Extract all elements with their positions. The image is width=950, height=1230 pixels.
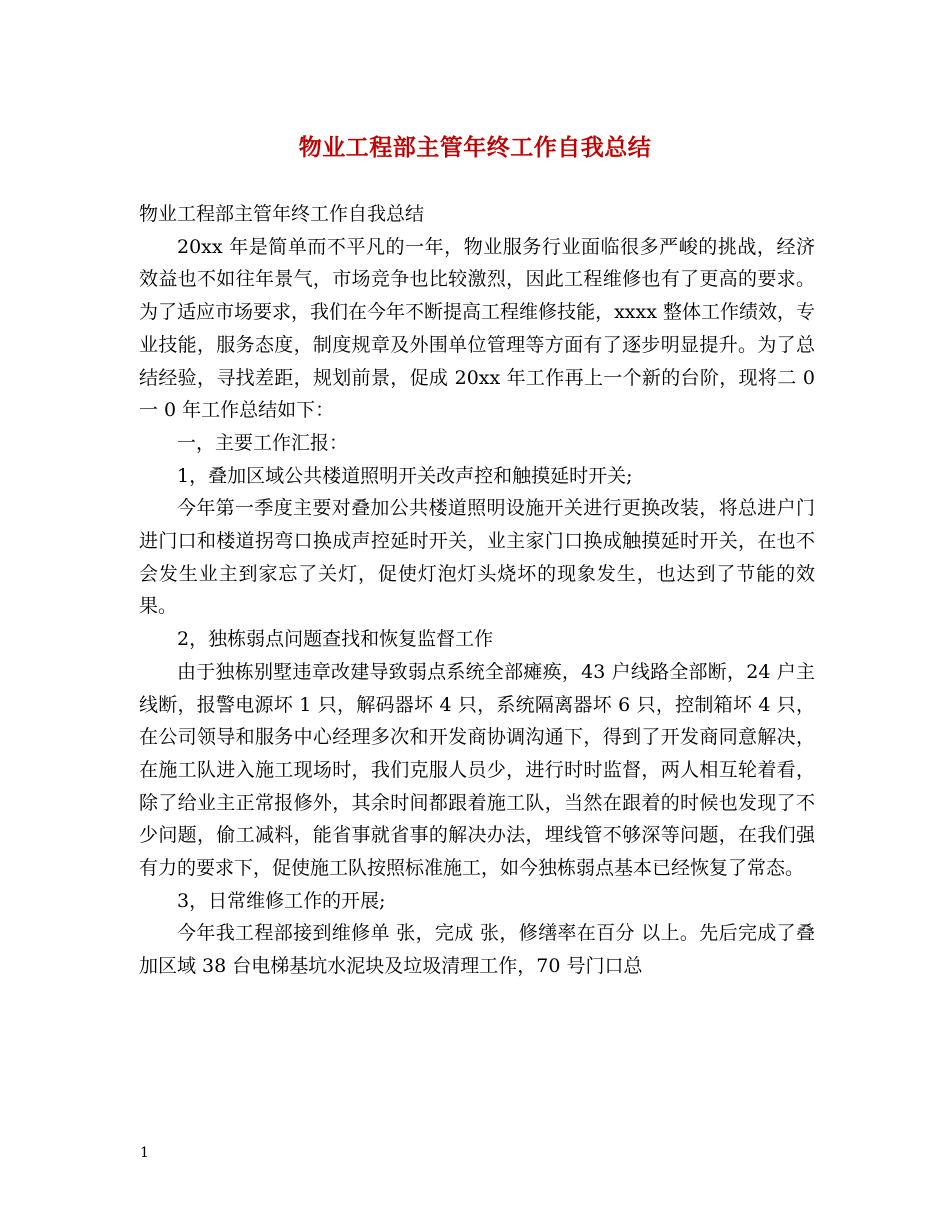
document-body	[139, 198, 815, 983]
document-title: 物业工程部主管年终工作自我总结	[298, 134, 652, 161]
page-number: 1	[140, 1145, 149, 1161]
section-heading-main-work: 一，主要工作汇报：	[177, 431, 349, 454]
paragraph-intro: 20xx 年是简单而不平凡的一年，物业服务行业面临很多严峻的挑战，经济效益也不如往年景气，市场竞争也比较激烈，因此工程维修也有了更高的要求。为了适应市场要求，我们在今年不断提高工程维修技能，xxxx 整体工作绩效，专业技能，服务态度，制度规章及外围单位管理等方面有了逐步明显提升。为了总结经验，寻找差距，规划前景，促成 20xx 年工作再上一个新的台阶，现将二 0 一 0 年工作总结如下：	[139, 235, 815, 422]
paragraph-subtitle: 物业工程部主管年终工作自我总结	[139, 203, 425, 225]
paragraph-item-3: 今年我工程部接到维修单 张，完成 张，修缮率在百分 以上。先后完成了叠加区域 38 台电梯基坑水泥块及垃圾清理工作，70 号门口总	[139, 922, 815, 978]
item-heading-1: 1，叠加区域公共楼道照明开关改声控和触摸延时开关;	[177, 464, 633, 487]
paragraph-item-2: 由于独栋别墅违章改建导致弱点系统全部瘫痪，43 户线路全部断，24 户主线断，报警电源坏 1 只，解码器坏 4 只，系统隔离器坏 6 只，控制箱坏 4 只，在公司领导和服务中心经理多次和开发商协调沟通下，得到了开发商同意解决，在施工队进入施工现场时，我们克服人员少，进行时时监督，两人相互轮着看，除了给业主正常报修外，其余时间都跟着施工队，当然在跟着的时候也发现了不少问题，偷工减料，能省事就省事的解决办法，埋线管不够深等问题，在我们强有力的要求下，促使施工队按照标准施工，如今独栋弱点基本已经恢复了常态。	[139, 660, 815, 880]
item-heading-3: 3，日常维修工作的开展;	[177, 889, 386, 912]
paragraph-item-1: 今年第一季度主要对叠加公共楼道照明设施开关进行更换改装，将总进户门进门口和楼道拐弯口换成声控延时开关，业主家门口换成触摸延时开关，在也不会发生业主到家忘了关灯，促使灯泡灯头烧坏的现象发生，也达到了节能的效果。	[139, 497, 815, 618]
item-heading-2: 2，独栋弱点问题查找和恢复监督工作	[177, 628, 494, 651]
